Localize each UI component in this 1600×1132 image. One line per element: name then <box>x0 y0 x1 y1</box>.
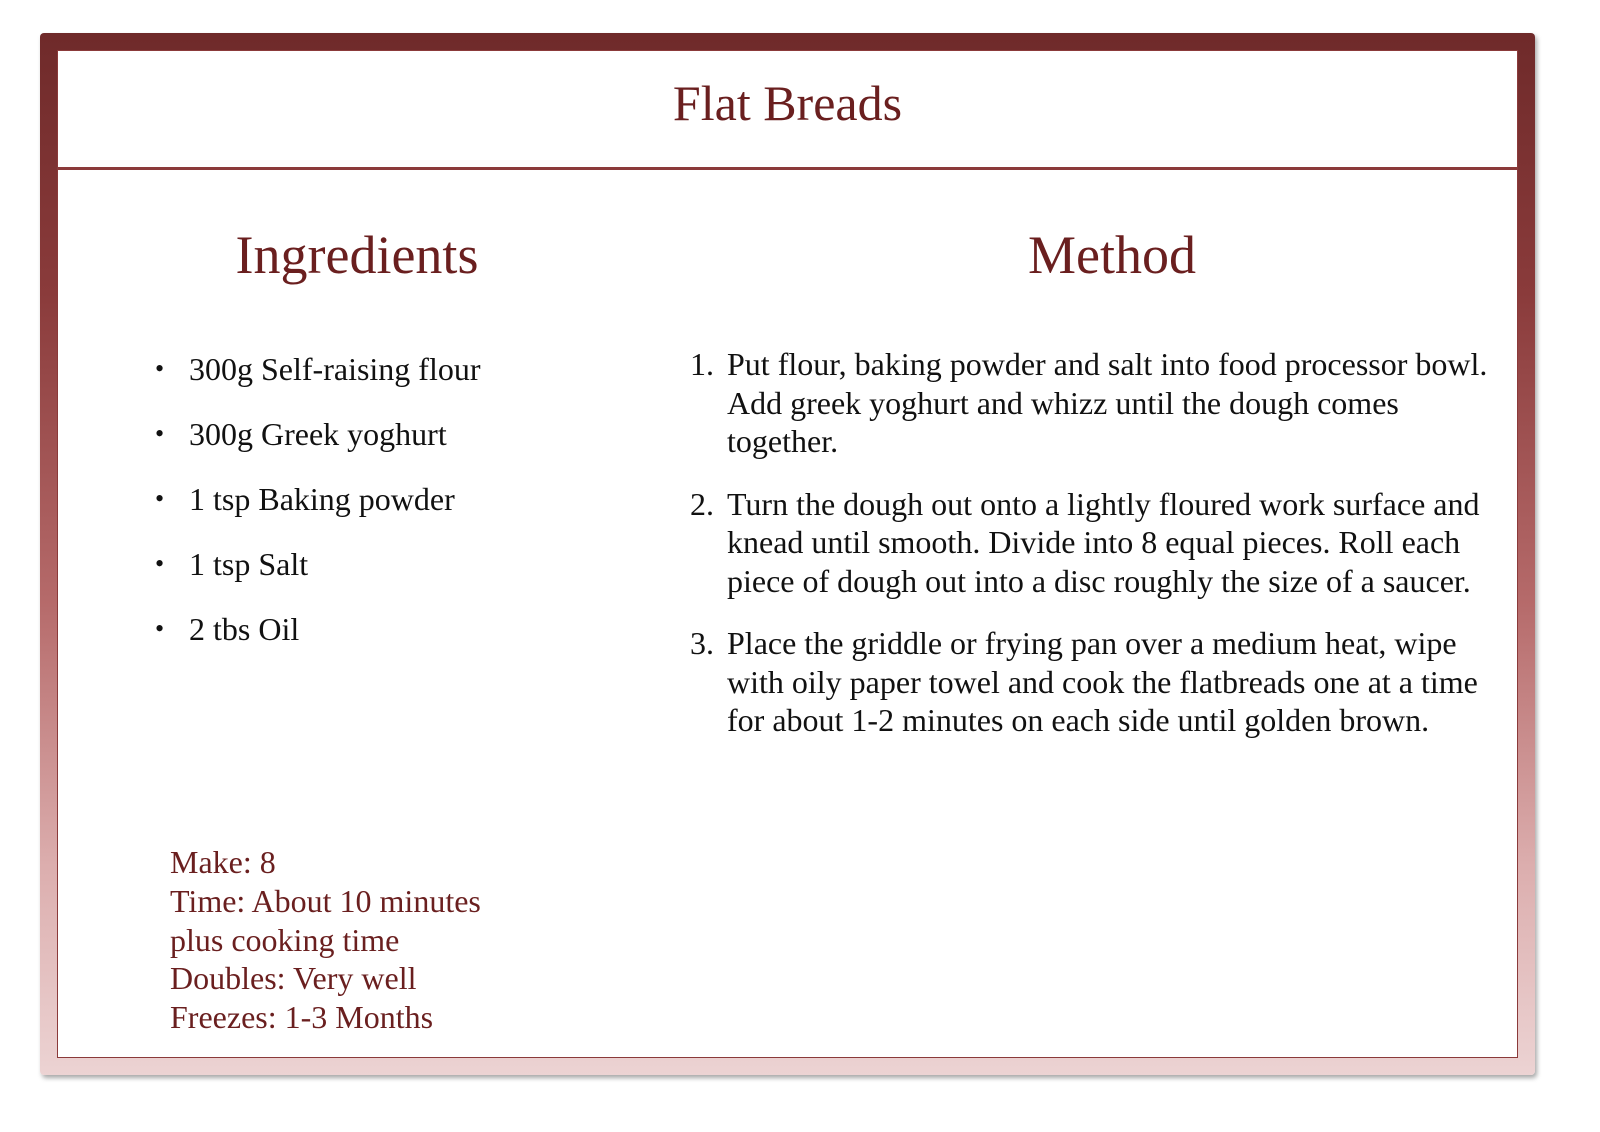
ingredient-item <box>155 600 655 665</box>
method-list <box>690 345 1490 764</box>
bullet-icon: • <box>155 484 165 513</box>
ingredient-item <box>155 470 655 535</box>
ingredient-item <box>155 340 655 405</box>
step-text: Put flour, baking powder and salt into food processor bowl. Add greek yoghurt and whizz until the dough comes together. <box>727 346 1488 459</box>
method-step <box>690 624 1490 740</box>
bullet-icon: • <box>155 419 165 448</box>
step-number: 3. <box>690 625 714 661</box>
title-bar <box>57 50 1518 170</box>
time-text-continued: plus cooking time <box>170 921 400 958</box>
ingredient-text: 2 tbs Oil <box>189 611 300 647</box>
ingredient-item <box>155 535 655 600</box>
makes-text: Make: 8 <box>170 844 276 880</box>
bullet-icon: • <box>155 614 165 643</box>
time-text: Time: About 10 minutes <box>170 882 481 919</box>
ingredient-text: 1 tsp Salt <box>189 546 309 582</box>
step-text: Place the griddle or frying pan over a medium heat, wipe with oily paper towel and cook the flatbreads one at a time for about 1-2 minutes on each side until golden brown. <box>727 625 1478 738</box>
recipe-title: Flat Breads <box>672 75 903 131</box>
recipe-card <box>57 50 1518 1058</box>
step-text: Turn the dough out onto a lightly floured work surface and knead until smooth. Divide into 8 equal pieces. Roll each piece of dough out into a disc roughly the size of a saucer. <box>727 485 1480 599</box>
method-heading: Method <box>1028 225 1196 285</box>
recipe-summary <box>170 843 570 1037</box>
method-step <box>690 485 1490 601</box>
bullet-icon: • <box>155 354 165 383</box>
doubles-text: Doubles: Very well <box>170 960 417 997</box>
ingredient-item <box>155 405 655 470</box>
bullet-icon: • <box>155 549 165 578</box>
ingredient-list <box>155 340 655 665</box>
ingredient-text: 300g Greek yoghurt <box>189 416 447 452</box>
ingredient-text: 300g Self-raising flour <box>189 351 481 387</box>
recipe-card-frame <box>40 33 1535 1075</box>
ingredients-heading: Ingredients <box>235 225 479 285</box>
ingredient-text: 1 tsp Baking powder <box>189 481 455 517</box>
freezes-text: Freezes: 1-3 Months <box>170 999 434 1036</box>
method-step <box>690 345 1490 461</box>
step-number: 2. <box>690 485 714 522</box>
step-number: 1. <box>690 346 714 382</box>
